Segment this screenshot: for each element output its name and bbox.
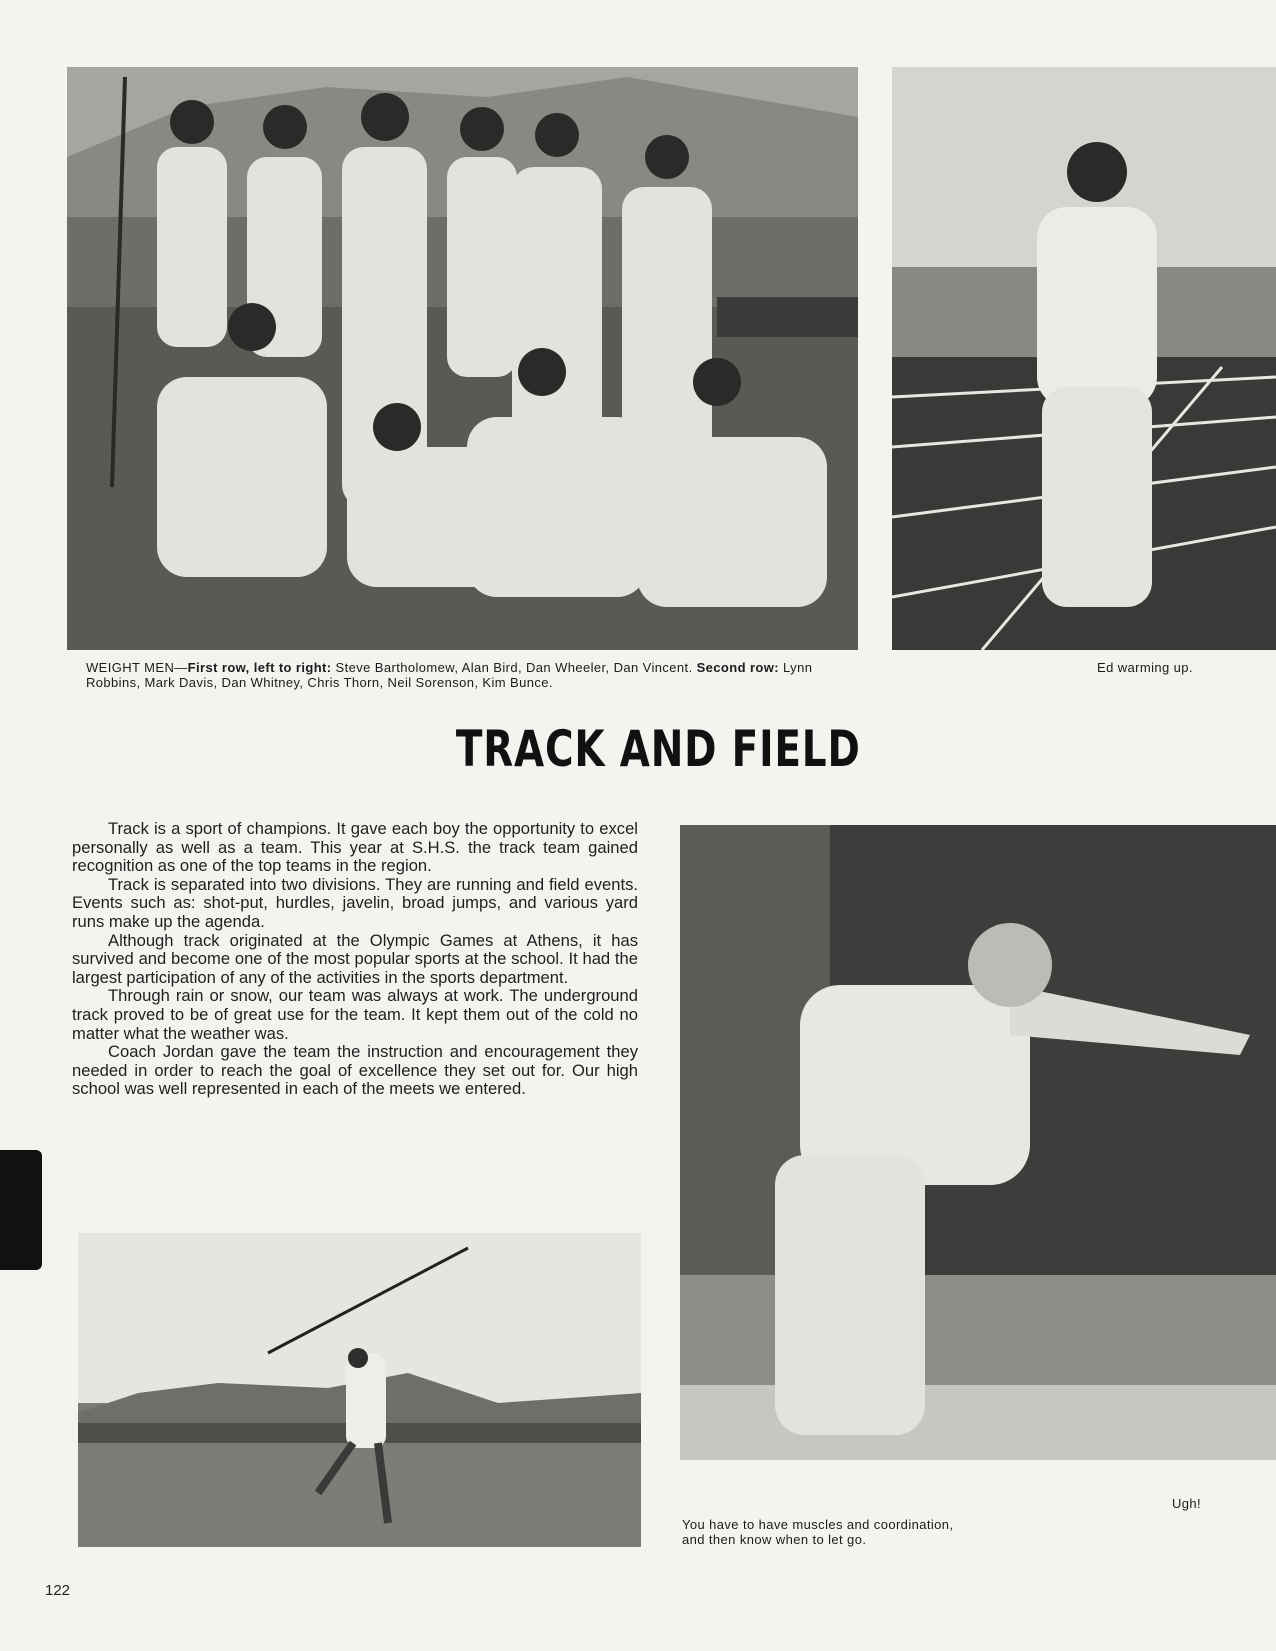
weight-men-team-photo	[67, 67, 858, 650]
binder-clip	[0, 1150, 42, 1270]
page-title: TRACK AND FIELD	[455, 720, 861, 778]
paragraph: Although track originated at the Olympic Games at Athens, it has survived and become one of the most popular sports at the school. It had the largest participation of any of the activities in the sports department.	[72, 930, 638, 987]
paragraph: Track is a sport of champions. It gave each boy the opportunity to excel personally as well as a team. This year at S.H.S. the track team gained recognition as one of the top teams in the region.	[72, 819, 638, 876]
paragraph: Track is separated into two divisions. They are running and field events. Events such as: shot-put, hurdles, javelin, broad jumps, and various yard runs make up the agenda.	[72, 874, 638, 931]
ed-caption: Ed warming up.	[1097, 660, 1193, 675]
paragraph: Coach Jordan gave the team the instruction and encouragement they needed in order to reach the goal of excellence they set out for. Our high school was well represented in each of the meets we entered.	[72, 1042, 638, 1099]
shot-put-caption: You have to have muscles and coordination, and then know when to let go.	[682, 1517, 954, 1547]
paragraph: Through rain or snow, our team was always at work. The underground track proved to be of great use for the team. It kept them out of the cold no matter what the weather was.	[72, 986, 638, 1043]
ed-warming-up-photo	[892, 67, 1276, 650]
weight-men-caption: WEIGHT MEN—First row, left to right: Steve Bartholomew, Alan Bird, Dan Wheeler, Dan Vincent. Second row: Lynn Robbins, Mark Davis, Dan Whitney, Chris Thorn, Neil Sorenson, Kim Bunce.	[86, 660, 813, 690]
page-number: 122	[45, 1582, 71, 1599]
shot-put-photo	[680, 825, 1276, 1460]
ugh-caption: Ugh!	[1172, 1496, 1202, 1511]
article-body	[72, 820, 638, 1099]
javelin-photo	[78, 1233, 641, 1547]
